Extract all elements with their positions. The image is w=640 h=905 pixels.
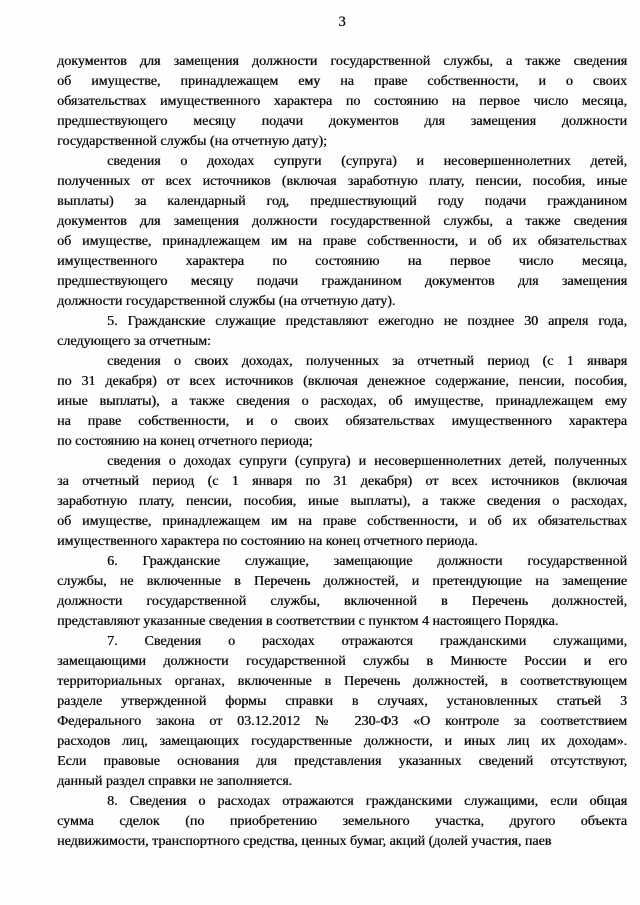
text-line: по состоянию на конец отчетного периода; [57,434,313,449]
page-number: 3 [338,14,346,30]
text-line: замещающими должности государственной службы в Минюсте России и его [57,654,627,669]
text-line: документов для замещения должности государственной службы, а также сведения [57,214,627,229]
text-line: 7. Сведения о расходах отражаются гражданскими служащими, [107,634,627,649]
paragraph [57,152,627,312]
text-line: документов для замещения должности государственной службы, а также сведения [57,54,627,69]
text-line: расходов лиц, замещающих государственные должности, и иных лиц их доходам». [57,734,627,749]
text-line: сведения о доходах супруги (супруга) и несовершеннолетних детей, [107,154,627,169]
text-line: представляют указанные сведения в соответствии с пунктом 4 настоящего Порядка. [57,614,559,629]
paragraph [57,312,627,352]
text-line: территориальных органах, включенные в Перечень должностей, в соответствующем [57,674,627,689]
text-line: следующего за отчетным: [57,334,211,349]
paragraph [57,792,627,852]
text-line: иные выплаты), а также сведения о расходах, об имуществе, принадлежащем ему [57,394,627,409]
text-line: разделе утвержденной формы справки в случаях, установленных статьей 3 [57,694,627,709]
text-line: имущественного характера по состоянию на первое число месяца, [57,254,627,269]
text-line: должности государственной службы, включенной в Перечень должностей, [57,594,627,609]
text-line: недвижимости, транспортного средства, ценных бумаг, акций (долей участия, паев [57,834,552,849]
text-line: государственной службы (на отчетную дату); [57,134,327,149]
paragraph [57,52,627,152]
paragraph [57,352,627,452]
text-line: службы, не включенные в Перечень должностей, и претендующие на замещение [57,574,627,589]
text-line: Федерального закона от 03.12.2012 № 230-ФЗ «О контроле за соответствием [57,714,627,729]
paragraph [57,452,627,552]
text-line: выплаты) за календарный год, предшествующий году подачи гражданином [57,194,627,209]
text-line: 6. Гражданские служащие, замещающие должности государственной [107,554,627,569]
text-line: имущественного характера по состоянию на конец отчетного периода. [57,534,478,549]
text-line: 5. Гражданские служащие представляют ежегодно не позднее 30 апреля года, [107,314,627,329]
text-line: заработную плату, пенсии, пособия, иные выплаты), а также сведения о расходах, [57,494,627,509]
text-line: предшествующего месяцу подачи гражданином документов для замещения [57,274,627,289]
document-body [57,52,627,852]
paragraph [57,552,627,632]
text-line: данный раздел справки не заполняется. [57,774,293,789]
text-line: полученных от всех источников (включая заработную плату, пенсии, пособия, иные [57,174,627,189]
text-line: по 31 декабря) от всех источников (включая денежное содержание, пенсии, пособия, [57,374,627,389]
paragraph [57,632,627,792]
text-line: предшествующего месяцу подачи документов для замещения должности [57,114,627,129]
text-line: сведения о доходах супруги (супруга) и несовершеннолетних детей, полученных [107,454,627,469]
text-line: об имуществе, принадлежащем ему на праве собственности, и о своих [57,74,627,89]
text-line: об имуществе, принадлежащем им на праве собственности, и об их обязательствах [57,234,627,249]
text-line: должности государственной службы (на отчетную дату). [57,294,396,309]
text-line: Если правовые основания для представления указанных сведений отсутствуют, [57,754,627,769]
text-line: об имуществе, принадлежащем им на праве собственности, и об их обязательствах [57,514,627,529]
text-line: на праве собственности, и о своих обязательствах имущественного характера [57,414,627,429]
text-line: сведения о своих доходах, полученных за отчетный период (с 1 января [107,354,627,369]
text-line: обязательствах имущественного характера по состоянию на первое число месяца, [57,94,627,109]
text-line: 8. Сведения о расходах отражаются гражданскими служащими, если общая [107,794,627,809]
text-line: за отчетный период (с 1 января по 31 декабря) от всех источников (включая [57,474,627,489]
text-column [57,12,627,852]
text-line: сумма сделок (по приобретению земельного участка, другого объекта [57,814,627,829]
